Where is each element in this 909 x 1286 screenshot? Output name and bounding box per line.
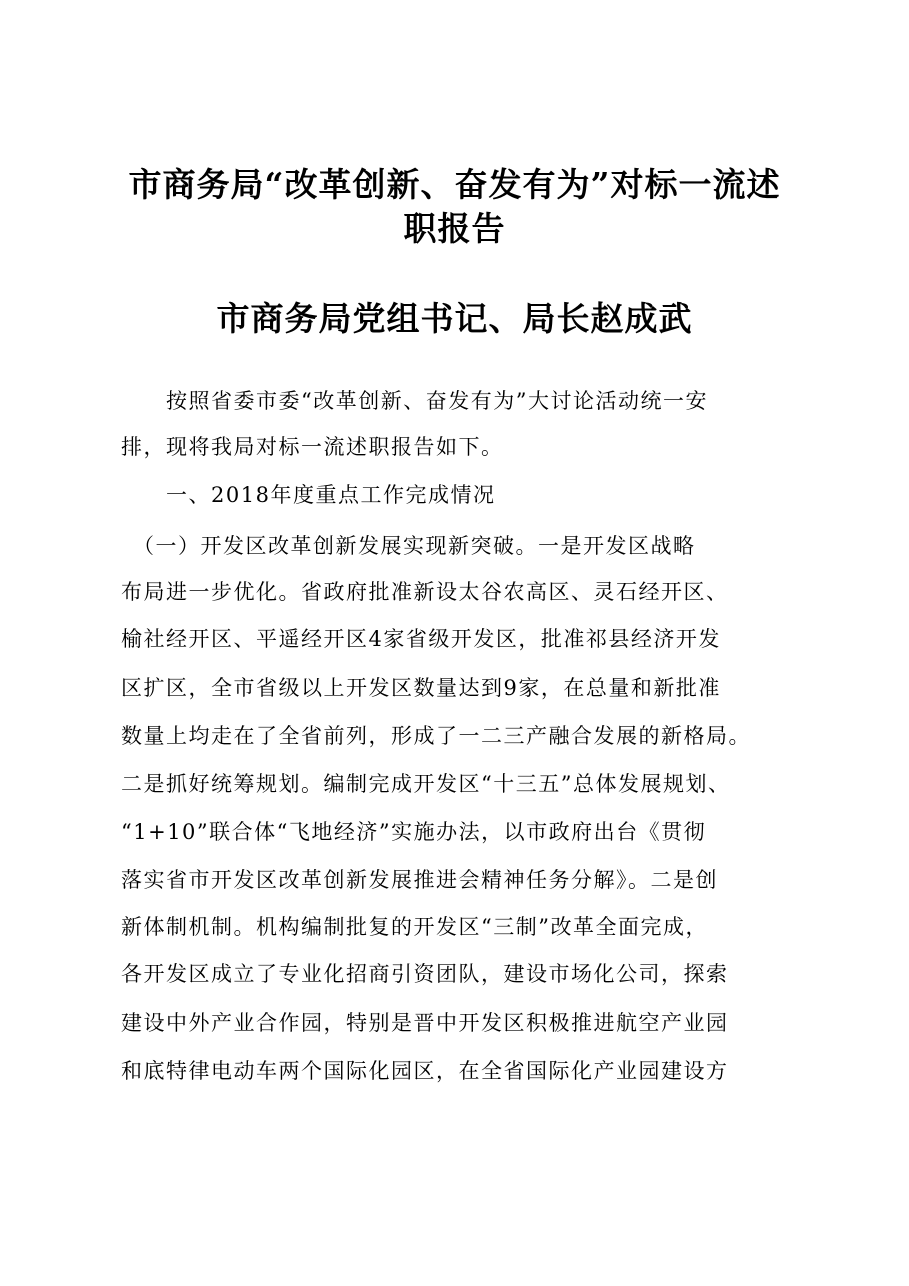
author-line: 市商务局党组书记、局长赵成武 [216, 299, 693, 338]
body-line: 二是抓好统筹规划。编制完成开发区“十三五”总体发展规划、 [121, 772, 731, 796]
body-line: 区扩区，全市省级以上开发区数量达到9家，在总量和新批准 [121, 676, 721, 700]
document-title-line-1: 市商务局“改革创新、奋发有为”对标一流述 [128, 165, 781, 204]
document-title-line-2: 职报告 [403, 209, 506, 248]
body-line: （一）开发区改革创新发展实现新突破。一是开发区战略 [121, 534, 696, 558]
body-line: 数量上均走在了全省前列，形成了一二三产融合发展的新格局。 [121, 724, 751, 748]
body-line: 和底特律电动车两个国际化园区，在全省国际化产业园建设方 [121, 1059, 729, 1083]
body-line: 各开发区成立了专业化招商引资团队，建设市场化公司，探索 [121, 962, 729, 986]
body-line: 新体制机制。机构编制批复的开发区“三制”改革全面完成， [121, 915, 708, 939]
section-heading: 一、2018年度重点工作完成情况 [121, 483, 496, 507]
body-line: 建设中外产业合作园，特别是晋中开发区积极推进航空产业园 [121, 1011, 729, 1035]
body-line: 排，现将我局对标一流述职报告如下。 [121, 435, 504, 459]
body-line: “1+10”联合体“飞地经济”实施办法，以市政府出台《贯彻 [121, 820, 707, 844]
body-line: 按照省委市委“改革创新、奋发有为”大讨论活动统一安 [121, 389, 708, 413]
body-line: 落实省市开发区改革创新发展推进会精神任务分解》。二是创 [121, 868, 718, 892]
body-line: 布局进一步优化。省政府批准新设太谷农高区、灵石经开区、 [121, 580, 729, 604]
body-line: 榆社经开区、平遥经开区4家省级开发区，批准祁县经济开发 [121, 627, 721, 651]
